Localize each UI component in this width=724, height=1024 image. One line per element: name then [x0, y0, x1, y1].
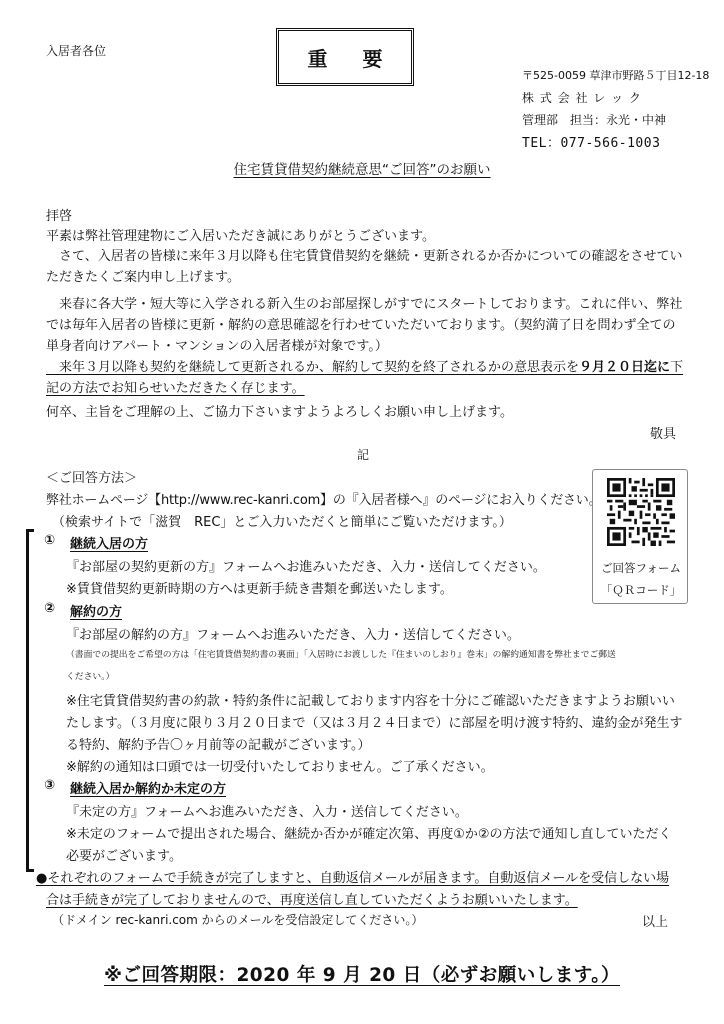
important-label: 重 要: [307, 46, 397, 71]
telephone: TEL：077-566-1003: [522, 136, 661, 151]
auto-reply-note-line-1: ●それぞれのフォームで手続きが完了しますと、自動返信メールが届きます。自動返信メールを受信しない場: [36, 871, 670, 886]
method-line-2: （検索サイトで「滋賀 REC」とご入力いただくと簡単にご覧いただけます。）: [52, 515, 512, 530]
item-2-small-1: （書面での提出をご希望の方は「住宅賃貸借契約書の裏面」「入居時にお渡しした『住まいのしおり』巻末」の解約通知書を弊社までご郵送: [66, 650, 616, 660]
item-3-number: ③: [44, 778, 56, 793]
item-1-line-2: ※賃貸借契約更新時期の方へは更新手続き書類を郵送いたします。: [66, 582, 453, 597]
item-3-line-1: 『未定の方』フォームへお進みいただき、入力・送信してください。: [66, 805, 468, 820]
item-2-title: 解約の方: [70, 605, 123, 620]
item-1-number: ①: [44, 533, 56, 548]
paragraph-2-line-2: ただきたくご案内申し上げます。: [46, 270, 240, 285]
paragraph-4-line-1: [46, 356, 683, 375]
deadline-text: ※ご回答期限：2020 年 9 月 20 日（必ずお願いします。）: [103, 965, 621, 986]
department: 管理部 担当：永光・中神: [522, 113, 667, 127]
item-2-line-4: たします。（３月度に限り３月２０日まで（又は３月２４日まで）に部屋を明け渡す特約、違約金が発生す: [66, 716, 683, 731]
domain-note: （ドメイン rec-kanri.com からのメールを受信設定してください。）: [52, 913, 424, 927]
paragraph-4-tail: 下: [670, 360, 684, 375]
item-2-line-5: る特約、解約予告〇ヶ月前等の記載がございます。）: [66, 738, 371, 753]
postal-address: 〒525-0059 草津市野路５丁目12-18: [522, 69, 710, 82]
items-bracket: [26, 529, 34, 872]
recipient: 入居者各位: [46, 44, 107, 58]
paragraph-3-line-1: 来春に各大学・短大等に入学される新入生のお部屋探しがすでにスタートしております。これに伴い、弊社: [46, 297, 683, 312]
method-line-1: 弊社ホームページ【http://www.rec-kanri.com】の『入居者様へ』のページにお入りください。: [46, 493, 602, 508]
document-title-wrap: [0, 158, 724, 178]
paragraph-3-line-3: 単身者向けアパート・マンションの入居者様が対象です。）: [46, 339, 388, 354]
important-box: [276, 28, 414, 86]
item-1-line-1: 『お部屋の契約更新の方』フォームへお進みいただき、入力・送信してください。: [66, 560, 546, 575]
deadline-wrap: [0, 961, 724, 987]
ijo-label: 以上: [642, 915, 669, 930]
company-name: 株 式 会 社 レ ッ ク: [522, 91, 642, 105]
qr-code-image[interactable]: [607, 478, 675, 546]
item-2-small-2: ください。）: [66, 672, 115, 682]
paragraph-2-line-1: さて、入居者の皆様に来年３月以降も住宅賃貸借契約を継続・更新されるか否かについての確認をさせてい: [46, 249, 683, 264]
auto-reply-note-line-2: 合は手続きが完了しておりませんので、再度送信し直していただくようお願いいたします。: [46, 893, 578, 908]
qr-code-box: [592, 469, 688, 604]
item-3-title: 継続入居か解約か未定の方: [70, 782, 227, 797]
method-heading: ＜ご回答方法＞: [46, 471, 138, 486]
paragraph-1: 平素は弊社管理建物にご入居いただき誠にありがとうございます。: [46, 229, 435, 244]
qr-label-form: ご回答フォーム: [601, 561, 681, 575]
item-2-number: ②: [44, 601, 56, 616]
paragraph-5: 何卒、主旨をご理解の上、ご協力下さいますようよろしくお願い申し上げます。: [46, 405, 513, 420]
item-2-line-6: ※解約の通知は口頭では一切受付いたしておりません。ご了承ください。: [66, 760, 494, 775]
document-title: 住宅賃貸借契約継続意思“ご回答”のお願い: [233, 162, 491, 178]
paragraph-3-line-2: では毎年入居者の皆様に更新・解約の意思確認を行わせていただいております。（契約満了日を問わず全ての: [46, 318, 676, 333]
qr-label-code: 「ＱＲコード」: [600, 583, 682, 597]
ki-label: 記: [357, 448, 370, 462]
paragraph-4-date: ９月２０日迄に: [579, 360, 671, 375]
item-1-title: 継続入居の方: [70, 537, 149, 552]
paragraph-4-text: 来年３月以降も契約を継続して更新されるか、解約して契約を終了されるかの意思表示を: [46, 360, 580, 375]
item-3-line-2: ※未定のフォームで提出された場合、継続か否かが確定次第、再度①か②の方法で通知し直していただく: [66, 827, 672, 842]
paragraph-4-line-2: 記の方法でお知らせいただきたく存じます。: [46, 381, 305, 396]
item-3-line-3: 必要がございます。: [66, 849, 182, 864]
greeting: 拝啓: [46, 209, 73, 224]
closing-keigu: 敬具: [650, 427, 677, 442]
item-2-line-1: 『お部屋の解約の方』フォームへお進みいただき、入力・送信してください。: [66, 628, 520, 643]
item-2-line-3: ※住宅賃貸借契約書の約款・特約条件に記載しております内容を十分にご確認いただきますようお願いい: [66, 694, 675, 709]
